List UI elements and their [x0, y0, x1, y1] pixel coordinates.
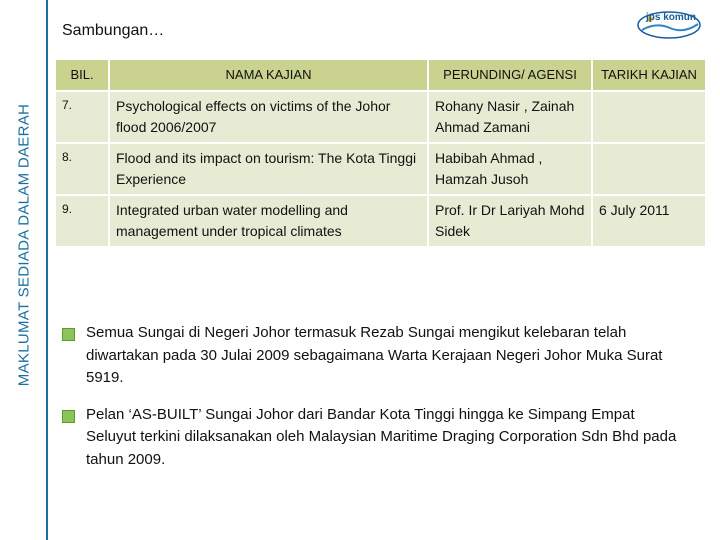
cell-perunding: Habibah Ahmad , Hamzah Jusoh — [429, 144, 591, 194]
header-nama-kajian: NAMA KAJIAN — [110, 60, 427, 90]
list-item — [62, 322, 682, 390]
bullet-square-icon — [62, 410, 75, 423]
table-row — [56, 196, 705, 246]
table-row — [56, 144, 705, 194]
header-bil: BIL. — [56, 60, 108, 90]
cell-perunding: Prof. Ir Dr Lariyah Mohd Sidek — [429, 196, 591, 246]
page-subtitle: Sambungan… — [62, 22, 165, 39]
cell-bil: 9. — [56, 196, 108, 246]
cell-bil: 8. — [56, 144, 108, 194]
cell-nama: Integrated urban water modelling and management under tropical climates — [110, 196, 427, 246]
cell-tarikh — [593, 92, 705, 142]
side-banner — [0, 0, 48, 540]
note-text: Semua Sungai di Negeri Johor termasuk Rezab Sungai mengikut kelebaran telah diwartakan pada 30 Julai 2009 sebagaimana Warta Kerajaan Negeri Johor Muka Surat 5919. — [86, 324, 663, 386]
logo-text: jps komun — [646, 12, 697, 23]
cell-tarikh: 6 July 2011 — [593, 196, 705, 246]
ministry-logo-icon — [636, 8, 702, 42]
header-tarikh: TARIKH KAJIAN — [593, 60, 705, 90]
cell-bil: 7. — [56, 92, 108, 142]
cell-nama: Flood and its impact on tourism: The Kota Tinggi Experience — [110, 144, 427, 194]
list-item — [62, 404, 682, 472]
cell-tarikh — [593, 144, 705, 194]
bullet-square-icon — [62, 328, 75, 341]
side-banner-text: MAKLUMAT SEDIADA DALAM DAERAH — [15, 103, 33, 387]
note-text: Pelan ‘AS-BUILT’ Sungai Johor dari Bandar Kota Tinggi hingga ke Simpang Empat Seluyut terkini dilaksanakan oleh Malaysian Maritime Draging Corporation Sdn Bhd pada tahun 2009. — [86, 405, 677, 468]
table-row — [56, 92, 705, 142]
cell-nama: Psychological effects on victims of the Johor flood 2006/2007 — [110, 92, 427, 142]
table-header-row — [56, 60, 705, 90]
cell-perunding: Rohany Nasir , Zainah Ahmad Zamani — [429, 92, 591, 142]
notes-list — [62, 322, 682, 485]
header-perunding: PERUNDING/ AGENSI — [429, 60, 591, 90]
studies-table — [54, 58, 707, 248]
